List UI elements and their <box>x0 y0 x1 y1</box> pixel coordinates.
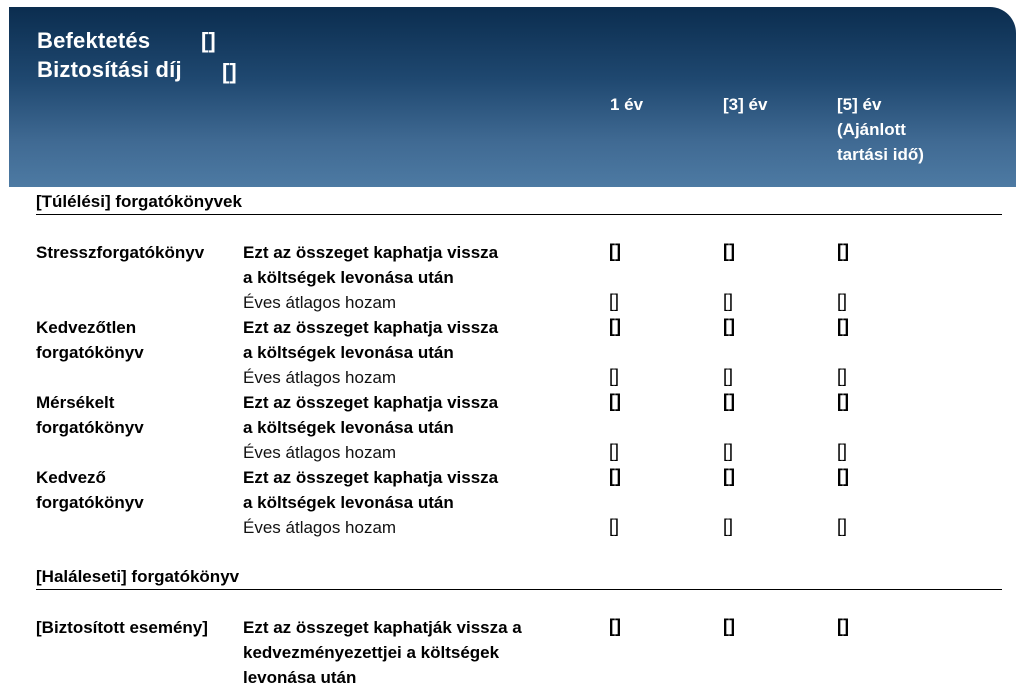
investment-placeholder: [] <box>201 28 216 53</box>
scenario-description: Ezt az összeget kaphatja vissza a költségek levonása után <box>243 393 499 437</box>
annual-return-label: Éves átlagos hozam <box>243 293 397 312</box>
return-1-year: [] <box>609 441 620 461</box>
return-3-year: [] <box>723 441 734 461</box>
annual-return-label: Éves átlagos hozam <box>243 518 397 537</box>
return-5-year: [] <box>837 291 848 311</box>
return-3-year: [] <box>723 366 734 386</box>
value-3-year: [] <box>723 241 735 261</box>
value-1-year: [] <box>609 466 621 486</box>
value-3-year: [] <box>723 316 735 336</box>
death-value-5-year: [] <box>837 616 849 636</box>
premium-label: Biztosítási díj <box>37 57 182 82</box>
value-5-year: [] <box>837 391 849 411</box>
value-1-year: [] <box>609 241 621 261</box>
death-value-1-year: [] <box>609 616 621 636</box>
value-3-year: [] <box>723 391 735 411</box>
value-5-year: [] <box>837 241 849 261</box>
return-3-year: [] <box>723 516 734 536</box>
value-5-year: [] <box>837 466 849 486</box>
return-3-year: [] <box>723 291 734 311</box>
premium-placeholder: [] <box>222 59 237 84</box>
scenario-label: Kedvezőtlen forgatókönyv <box>36 318 144 362</box>
value-3-year: [] <box>723 466 735 486</box>
annual-return-label: Éves átlagos hozam <box>243 368 397 387</box>
value-1-year: [] <box>609 391 621 411</box>
section-divider <box>36 589 1002 590</box>
column-header-1-year: 1 év <box>610 95 644 114</box>
scenario-description: Ezt az összeget kaphatja vissza a költségek levonása után <box>243 318 499 362</box>
column-header-5-year: [5] év (Ajánlott tartási idő) <box>837 95 924 164</box>
survival-section-title: [Túlélési] forgatókönyvek <box>36 192 242 211</box>
death-section-title: [Haláleseti] forgatókönyv <box>36 567 240 586</box>
return-1-year: [] <box>609 516 620 536</box>
column-header-3-year: [3] év <box>723 95 768 114</box>
scenario-label: Kedvező forgatókönyv <box>36 468 144 512</box>
section-divider <box>36 214 1002 215</box>
scenario-description: Ezt az összeget kaphatja vissza a költségek levonása után <box>243 243 499 287</box>
death-value-3-year: [] <box>723 616 735 636</box>
return-1-year: [] <box>609 291 620 311</box>
scenario-label: Stresszforgatókönyv <box>36 243 205 262</box>
scenario-description: Ezt az összeget kaphatja vissza a költségek levonása után <box>243 468 499 512</box>
return-5-year: [] <box>837 366 848 386</box>
scenario-label: Mérsékelt forgatókönyv <box>36 393 144 437</box>
insured-event-label: [Biztosított esemény] <box>36 618 208 637</box>
annual-return-label: Éves átlagos hozam <box>243 443 397 462</box>
investment-label: Befektetés <box>37 28 151 53</box>
return-5-year: [] <box>837 441 848 461</box>
header-banner <box>9 7 1016 187</box>
beneficiary-description: Ezt az összeget kaphatják vissza a kedvezményezettjei a költségek levonása után <box>243 618 522 687</box>
value-1-year: [] <box>609 316 621 336</box>
return-5-year: [] <box>837 516 848 536</box>
value-5-year: [] <box>837 316 849 336</box>
return-1-year: [] <box>609 366 620 386</box>
